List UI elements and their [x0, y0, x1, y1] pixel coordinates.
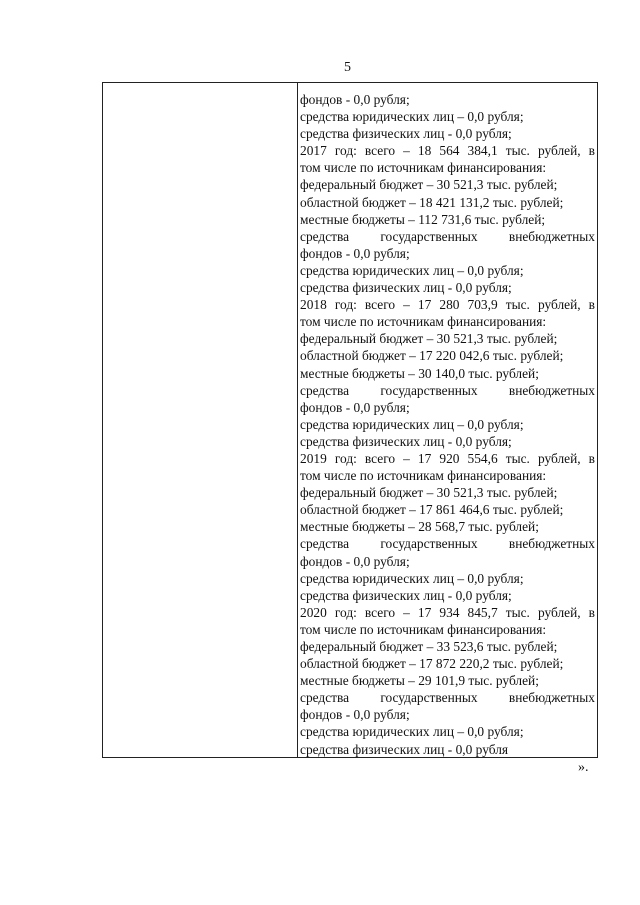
text-line: федеральный бюджет – 30 521,3 тыс. рублей; [300, 331, 558, 347]
text-line: местные бюджеты – 112 731,6 тыс. рублей; [300, 211, 546, 227]
text-line: том числе по источникам финансирования: [300, 160, 547, 176]
text-line: средства юридических лиц – 0,0 рубля; [300, 724, 524, 740]
text-line: местные бюджеты – 29 101,9 тыс. рублей; [300, 673, 539, 689]
text-line: средства физических лиц - 0,0 рубля; [300, 433, 512, 449]
table-cell-right [300, 91, 595, 758]
text-line: фондов - 0,0 рубля; [300, 707, 410, 723]
text-line: областной бюджет – 17 220 042,6 тыс. рублей; [300, 348, 564, 364]
text-line: средства юридических лиц – 0,0 рубля; [300, 416, 524, 432]
text-line: том числе по источникам финансирования: [300, 621, 547, 637]
text-line: средства государственных внебюджетных [300, 228, 595, 244]
text-line: средства физических лиц - 0,0 рубля; [300, 126, 512, 142]
text-line: фондов - 0,0 рубля; [300, 92, 410, 107]
text-line: 2020 год: всего – 17 934 845,7 тыс. рублей, в [300, 604, 595, 620]
text-line: федеральный бюджет – 33 523,6 тыс. рублей; [300, 639, 558, 654]
text-line: федеральный бюджет – 30 521,3 тыс. рублей; [300, 177, 558, 193]
text-line: средства государственных внебюджетных [300, 382, 595, 398]
page-number: 5 [344, 60, 351, 75]
text-line: местные бюджеты – 30 140,0 тыс. рублей; [300, 365, 539, 381]
text-line: местные бюджеты – 28 568,7 тыс. рублей; [300, 519, 539, 535]
text-line: средства юридических лиц – 0,0 рубля; [300, 570, 524, 586]
closing-quote-mark: ». [578, 760, 589, 775]
text-line: средства физических лиц - 0,0 рубля; [300, 587, 512, 603]
text-line: средства физических лиц - 0,0 рубля; [300, 280, 512, 296]
text-line: средства физических лиц - 0,0 рубля [300, 741, 509, 757]
text-line: областной бюджет – 18 421 131,2 тыс. рублей; [300, 194, 564, 210]
text-line: средства государственных внебюджетных [300, 536, 595, 552]
text-line: средства юридических лиц – 0,0 рубля; [300, 262, 524, 278]
text-line: областной бюджет – 17 861 464,6 тыс. рублей; [300, 502, 564, 518]
text-line: областной бюджет – 17 872 220,2 тыс. рублей; [300, 656, 564, 672]
text-line: том числе по источникам финансирования: [300, 314, 547, 330]
text-line: 2019 год: всего – 17 920 554,6 тыс. рублей, в [300, 450, 595, 466]
text-line: фондов - 0,0 рубля; [300, 399, 410, 415]
text-line: фондов - 0,0 рубля; [300, 553, 410, 569]
text-line: 2017 год: всего – 18 564 384,1 тыс. рублей, в [300, 143, 595, 159]
text-line: средства государственных внебюджетных [300, 690, 595, 706]
text-line: средства юридических лиц – 0,0 рубля; [300, 109, 524, 125]
text-line: фондов - 0,0 рубля; [300, 245, 410, 261]
column-divider [297, 83, 298, 757]
text-line: 2018 год: всего – 17 280 703,9 тыс. рублей, в [300, 297, 595, 313]
funding-table [102, 82, 598, 758]
text-line: том числе по источникам финансирования: [300, 468, 547, 484]
text-line: федеральный бюджет – 30 521,3 тыс. рублей; [300, 485, 558, 501]
